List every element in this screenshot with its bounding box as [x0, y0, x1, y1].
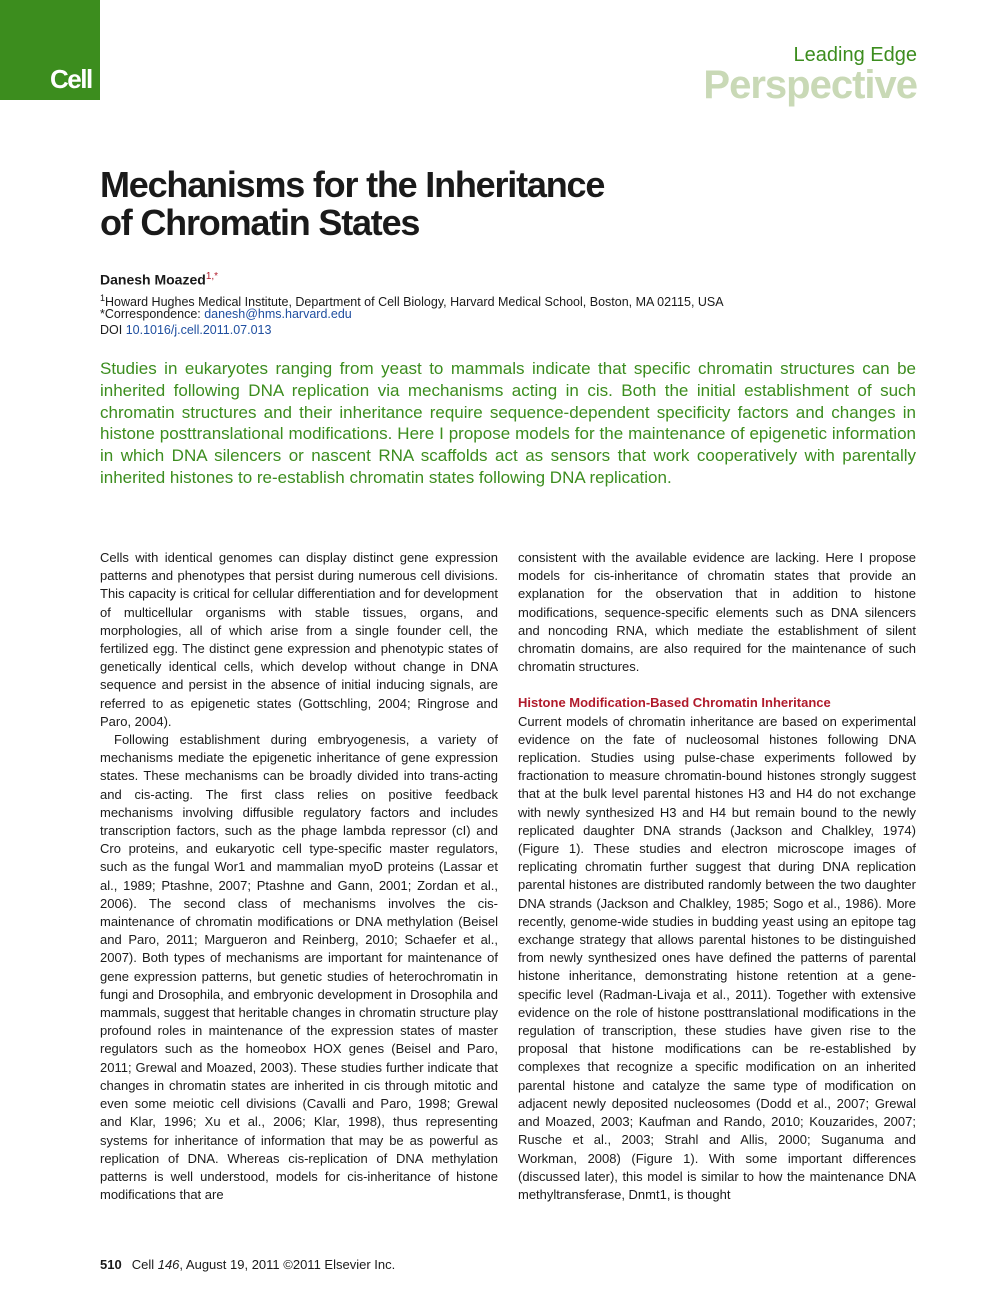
- title-line-1: Mechanisms for the Inheritance: [100, 164, 605, 205]
- issue-date: , August 19, 2011: [179, 1257, 284, 1272]
- author-marks: 1,*: [205, 271, 219, 282]
- title-line-2: of Chromatin States: [100, 202, 420, 243]
- body-paragraph: Cells with identical genomes can display distinct gene expression patterns and phenotypes that persist during numerous cell divisions. This capacity is critical for cellular differentiation and for development of multicellular organisms with stable tissues, organs, and morphologies, all of which arise from a single founder cell, the fertilized egg. The distinct gene expression and phenotypic states of genetically identical cells, which develop without change in DNA sequence and persist in the absence of initial inducing signals, are referred to as epigenetic states (Gottschling, 2004; Ringrose and Paro, 2004).: [100, 550, 498, 729]
- section-heading: Histone Modification-Based Chromatin Inheritance: [518, 695, 831, 711]
- author-name: Danesh Moazed: [100, 271, 206, 288]
- body-paragraph: consistent with the available evidence are lacking. Here I propose models for cis-inheritance of chromatin states that provide an explanation for the observation that in addition to histone modifications, sequence-specific elements such as DNA silencers and noncoding RNA, which mediate the establishment of silent chromatin domains, are also required for the maintenance of such chromatin structures.: [518, 550, 916, 675]
- correspondence-label: *Correspondence:: [100, 307, 205, 321]
- correspondence: [100, 306, 352, 322]
- body-column-right: [518, 549, 916, 1204]
- body-paragraph: Current models of chromatin inheritance are based on experimental evidence on the fate of nucleosomal histones following DNA replication. Studies using pulse-chase experiments followed by fractionation to measure chromatin-bound histones strongly suggest that at the bulk level parental histones H3 and H4 do not exchange with newly synthesized H3 and H4 but remain bound to the newly replicated daughter DNA strands (Jackson and Chalkley, 1974) (Figure 1). These studies and electron microscope images of replicating chromatin further suggest that during DNA replication parental histones are distributed randomly between the two daughter DNA strands (Jackson and Chalkley, 1985; Sogo et al., 1986). More recently, genome-wide studies in budding yeast using an epitope tag exchange strategy that allows parental histones to be distinguished from newly synthesized ones have defined the patterns of parental histone inheritance, demonstrating histone retention at a gene-specific level (Radman-Livaja et al., 2011). Together with extensive evidence on the role of histone posttranslational modifications in the regulation of transcription, these studies have given rise to the proposal that histone modifications can be re-established by complexes that recognize a specific modification on an inherited parental histone and catalyze the same type of modification on adjacent newly deposited nucleosomes (Dodd et al., 2007; Grewal and Moazed, 2003; Kaufman and Rando, 2010; Kouzarides, 2007; Rusche et al., 2003; Strahl and Allis, 2000; Suganuma and Workman, 2008) (Figure 1). With some important differences (discussed later), this model is similar to how the maintenance DNA methyltransferase, Dnmt1, is thought: [518, 713, 916, 1202]
- journal-name: Cell: [131, 1257, 158, 1272]
- author-line: [100, 271, 218, 288]
- journal-logo-block: [0, 0, 100, 100]
- copyright: ©2011 Elsevier Inc.: [283, 1257, 396, 1272]
- body-paragraph: Following establishment during embryogenesis, a variety of mechanisms mediate the epigenetic inheritance of gene expression states. These mechanisms can be broadly divided into trans-acting and cis-acting. The first class relies on positive feedback mechanisms involving diffusible regulatory factors and includes transcription factors, such as the phage lambda repressor (cI) and Cro proteins, and eukaryotic cell type-specific master regulators, such as the fungal Wor1 and mammalian myoD proteins (Lassar et al., 1989; Ptashne, 2007; Ptashne and Gann, 2001; Zordan et al., 2006). The second class of mechanisms involves the cis-maintenance of chromatin modifications or DNA methylation (Beisel and Paro, 2011; Margueron and Reinberg, 2010; Schaefer et al., 2007). Both types of mechanisms are important for maintenance of gene expression patterns, but genetic studies of heterochromatin in fungi and Drosophila, and embryonic development in Drosophila and mammals, suggest that heritable changes in chromatin structure play profound roles in maintenance of the expression states of master regulators such as the homeobox HOX genes (Beisel and Paro, 2011; Grewal and Moazed, 2003). These studies further indicate that changes in chromatin states are inherited in cis through mitotic and even some meiotic cell divisions (Cavalli and Paro, 1998; Grewal and Klar, 1996; Xu et al., 2006; Klar, 1998), thus representing systems for inheritance of information that may be as powerful as replication of DNA. Whereas cis-replication of DNA methylation patterns is well understood, models for cis-inheritance of histone modifications that are: [100, 732, 498, 1203]
- affiliation-text: Howard Hughes Medical Institute, Department of Cell Biology, Harvard Medical School, Boston, MA 02115, USA: [105, 295, 724, 310]
- page-number: 510: [100, 1257, 122, 1272]
- section-type: Perspective: [703, 63, 917, 107]
- doi-line: [100, 322, 271, 338]
- affiliation-mark: 1: [100, 293, 106, 303]
- article-title: [100, 166, 604, 242]
- doi-link[interactable]: 10.1016/j.cell.2011.07.013: [125, 323, 272, 337]
- body-column-left: [100, 549, 498, 1204]
- page-footer: [100, 1257, 395, 1272]
- abstract: Studies in eukaryotes ranging from yeast to mammals indicate that specific chromatin structures can be inherited following DNA replication via mechanisms acting in cis. Both the initial establishment of such chromatin structures and their inheritance require sequence-dependent specificity factors and changes in histone posttranslational modifications. Here I propose models for the maintenance of epigenetic information in which DNA silencers or nascent RNA scaffolds act as sensors that work cooperatively with parentally inherited histones to re-establish chromatin states following DNA replication.: [100, 359, 916, 487]
- section-label: Leading Edge: [793, 44, 917, 66]
- journal-logo: Cell: [50, 64, 92, 94]
- journal-volume: 146: [157, 1257, 180, 1272]
- doi-label: DOI: [100, 323, 126, 337]
- correspondence-email-link[interactable]: danesh@hms.harvard.edu: [204, 307, 352, 321]
